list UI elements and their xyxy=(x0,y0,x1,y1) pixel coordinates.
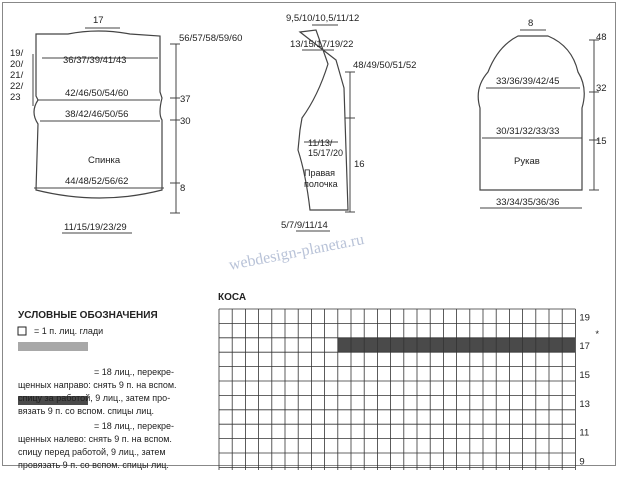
back-armhole-line: 22/ xyxy=(10,81,24,92)
back-hem-measure: 44/48/52/56/62 xyxy=(65,176,129,187)
legend-item-plain: = 1 п. лиц. глади xyxy=(34,326,104,336)
back-name: Спинка xyxy=(88,155,121,166)
row-label: 15 xyxy=(579,370,590,381)
front-mid-line: 11/13/ xyxy=(308,138,333,148)
row-label: 19 xyxy=(579,312,590,324)
legend-line: спицу за работой, 9 лиц., затем про- xyxy=(18,393,171,403)
back-30-measure: 30 xyxy=(180,116,191,127)
back-8-measure: 8 xyxy=(180,183,186,194)
sleeve-top-measure: 8 xyxy=(528,18,534,29)
watermark: webdesign-planeta.ru xyxy=(227,231,366,274)
back-bust-measure: 42/46/50/54/60 xyxy=(65,88,129,99)
sleeve-piece xyxy=(478,30,599,208)
legend-line: = 18 лиц., перекре- xyxy=(94,421,175,431)
legend-line: спицу перед работой, 9 лиц., затем xyxy=(18,447,166,457)
chart-title: КОСА xyxy=(218,292,247,303)
legend-line: щенных направо: снять 9 п. на вспом. xyxy=(18,380,177,390)
legend-line: провязать 9 п. со вспом. спицы лиц. xyxy=(18,460,169,470)
row-marker: * xyxy=(595,328,600,340)
front-top-measure: 9,5/10/10,5/11/12 xyxy=(286,13,360,24)
cable-chart xyxy=(219,309,599,470)
back-armhole-line: 21/ xyxy=(10,70,24,81)
legend-title: УСЛОВНЫЕ ОБОЗНАЧЕНИЯ xyxy=(18,310,158,321)
front-mid-line: 15/17/20 xyxy=(308,148,344,158)
back-armhole-line: 20/ xyxy=(10,59,24,70)
back-total-measure: 56/57/58/59/60 xyxy=(179,33,243,44)
sleeve-mid-measure: 30/31/32/33/33 xyxy=(496,126,560,137)
front-length-measure: 48/49/50/51/52 xyxy=(353,60,417,71)
sleeve-48-measure: 48 xyxy=(596,32,607,43)
legend-line: щенных налево: снять 9 п. на вспом. xyxy=(18,434,172,444)
front-name-line: Правая xyxy=(304,168,336,178)
row-label: 9 xyxy=(579,456,585,468)
back-top-measure: 17 xyxy=(93,15,104,26)
front-name xyxy=(304,168,338,189)
sleeve-15-measure: 15 xyxy=(596,136,607,147)
sleeve-name: Рукав xyxy=(514,156,540,167)
front-mid-measure xyxy=(308,138,343,158)
front-shoulder-measure: 13/15/17/19/22 xyxy=(290,39,354,50)
front-16-measure: 16 xyxy=(354,159,365,170)
back-37-measure: 37 xyxy=(180,94,191,105)
back-bottom-measure: 11/15/19/23/29 xyxy=(64,222,127,233)
back-armhole-line: 19/ xyxy=(10,48,24,59)
legend-line: вязать 9 п. со вспом. спицы лиц. xyxy=(18,406,154,416)
back-armhole-line: 23 xyxy=(10,92,21,103)
back-armhole-measure xyxy=(10,48,24,103)
back-waist-measure: 38/42/46/50/56 xyxy=(65,109,129,120)
sleeve-upper-measure: 33/36/39/42/45 xyxy=(496,76,560,87)
legend-line: = 18 лиц., перекре- xyxy=(94,367,175,377)
row-label: 17 xyxy=(579,341,590,353)
row-label: 11 xyxy=(579,427,590,439)
front-name-line: полочка xyxy=(304,179,338,189)
legend-item-left-cable xyxy=(18,394,174,485)
legend-empty-swatch xyxy=(18,327,26,335)
back-shoulder-measure: 36/37/39/41/43 xyxy=(63,55,127,66)
front-piece xyxy=(296,25,355,231)
row-label: 13 xyxy=(579,398,590,410)
sleeve-bottom-measure: 33/34/35/36/36 xyxy=(496,197,560,208)
sleeve-32-measure: 32 xyxy=(596,83,607,94)
legend-item-left-cable-text xyxy=(18,420,174,472)
front-bottom-measure: 5/7/9/11/14 xyxy=(281,220,328,231)
